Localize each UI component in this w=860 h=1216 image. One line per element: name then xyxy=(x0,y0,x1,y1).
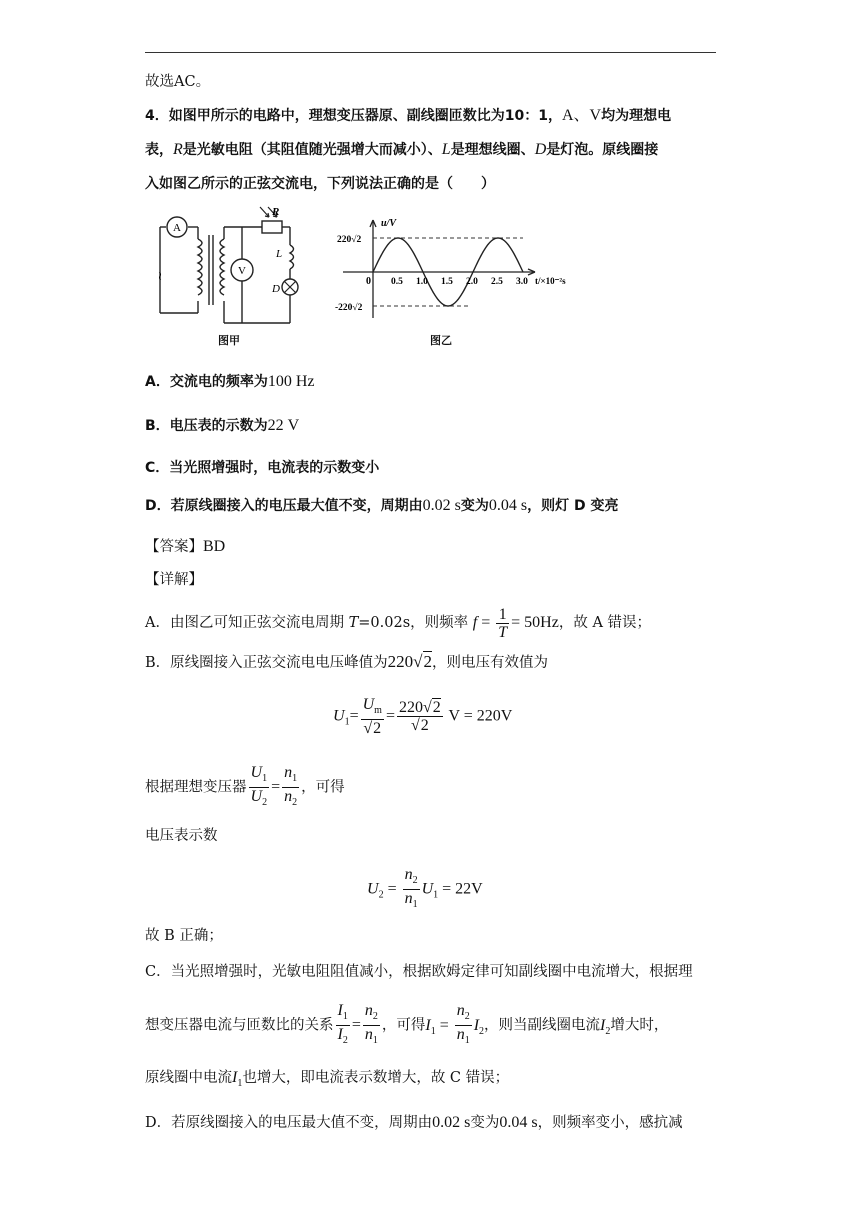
symbol-U: U xyxy=(362,696,375,713)
explain-text: 变为 xyxy=(470,1115,500,1131)
explain-text: ，可得 xyxy=(381,1017,426,1034)
symbol-U: U xyxy=(367,880,379,898)
period-value: 0.02 s xyxy=(432,1114,471,1131)
subscript: 2 xyxy=(479,1025,485,1037)
symbol-U: U xyxy=(421,880,434,898)
fraction-n2-n1 xyxy=(455,1002,472,1049)
explain-text: 增大时， xyxy=(610,1017,669,1034)
subscript: 1 xyxy=(342,1011,348,1023)
symbol-R: R xyxy=(173,141,183,158)
option-text: 当光照增强时，电流表的示数变小 xyxy=(169,460,380,476)
symbol-T: T xyxy=(348,615,359,631)
symbol-n: n xyxy=(404,866,413,883)
period-value: 0.04 s xyxy=(499,1114,538,1131)
option-label: D． xyxy=(145,498,171,514)
option-label: A． xyxy=(145,374,170,390)
peak-value: 220 xyxy=(387,652,414,671)
symbol-n: n xyxy=(456,1026,465,1044)
question-line-3: 入如图乙所示的正弦交流电，下列说法正确的是（ ） xyxy=(145,176,495,192)
figure-yi-caption: 图乙 xyxy=(430,334,452,347)
option-text: 变为 xyxy=(460,498,489,514)
x-tick-label: 1.5 xyxy=(441,277,453,287)
option-value: 0.02 s xyxy=(422,497,461,514)
explain-text: B．原线圈接入正弦交流电电压峰值为 xyxy=(145,655,388,671)
origin-label: 0 xyxy=(366,276,371,287)
question-text: 表， xyxy=(145,142,173,158)
option-text: 电压表的示数为 xyxy=(169,418,268,434)
option-value: 0.04 s xyxy=(488,497,528,514)
subscript: 1 xyxy=(262,773,268,785)
explain-label: 【详解】 xyxy=(145,572,203,588)
subscript: 1 xyxy=(433,889,439,901)
equation-result: V = 220V xyxy=(448,707,513,725)
symbol-n: n xyxy=(364,1002,373,1019)
question-text: 是灯泡。原线圈接 xyxy=(546,142,659,158)
explain-a: A．由图乙可知正弦交流电周期 T=0.02s，则频率 f = $\frac{1}{T}$ = 50Hz，故 A 错误； xyxy=(145,605,652,641)
question-text: 是理想线圈、 xyxy=(450,142,535,158)
lamp-label: D xyxy=(272,283,280,295)
option-b xyxy=(145,416,299,436)
fraction-1-over-T xyxy=(496,606,509,641)
question-number: 4． xyxy=(145,108,169,124)
x-tick-label: 2.0 xyxy=(466,277,478,287)
explain-text: 想变压器电流与匝数比的关系 xyxy=(145,1017,334,1034)
subscript: 1 xyxy=(344,716,350,728)
option-a xyxy=(145,372,315,392)
subscript: 2 xyxy=(372,1011,378,1023)
explain-text: ，则频率变小，感抗减 xyxy=(537,1115,683,1131)
explain-b-conclusion: 故 B 正确； xyxy=(145,928,223,944)
symbol-n: n xyxy=(404,890,413,908)
x-axis-label: t/×10⁻²s xyxy=(535,276,566,286)
option-label: B． xyxy=(145,418,170,434)
equation-u2: $U_2$ = $\frac{n_2}{n_1}$ $U_1 = 22V$ xyxy=(367,866,483,913)
fraction-i1-i2 xyxy=(336,1002,350,1049)
header-rule xyxy=(145,52,716,53)
option-text: 若原线圈接入的电压最大值不变，周期由 xyxy=(170,498,423,514)
question-line-1 xyxy=(145,106,671,126)
inductor-label: L xyxy=(276,248,283,260)
resistor-label: R xyxy=(272,206,280,218)
symbol-n: n xyxy=(456,1002,465,1019)
figure-jia-caption: 图甲 xyxy=(218,334,240,347)
subscript: 2 xyxy=(412,875,418,887)
y-axis-label: u/V xyxy=(381,218,397,229)
subscript: 2 xyxy=(342,1035,348,1047)
x-tick-label: 1.0 xyxy=(416,277,428,287)
sine-wave-graph xyxy=(333,212,593,324)
subscript: 1 xyxy=(464,1035,470,1047)
fraction-u1-u2 xyxy=(249,764,270,811)
numerator: 1 xyxy=(496,606,509,624)
option-value: 100 Hz xyxy=(267,373,315,390)
subscript: 2 xyxy=(464,1011,470,1023)
x-tick-label: 3.0 xyxy=(516,277,528,287)
subscript: 1 xyxy=(292,773,298,785)
subscript: 1 xyxy=(430,1025,436,1037)
symbol-L: L xyxy=(441,141,451,158)
subscript: 2 xyxy=(605,1025,611,1037)
symbol-n: n xyxy=(284,764,293,781)
x-tick-label: 2.5 xyxy=(491,277,503,287)
answer-label: 【答案】 xyxy=(145,539,203,555)
explain-c-line-3 xyxy=(145,1068,509,1094)
symbol-I: I xyxy=(600,1016,606,1034)
symbol-I: I xyxy=(425,1016,431,1034)
voltmeter-reading-label: 电压表示数 xyxy=(145,828,218,844)
option-label: C． xyxy=(145,460,170,476)
option-d xyxy=(145,496,618,516)
subscript: 1 xyxy=(412,899,418,911)
fraction-um-sqrt2: $\frac{U_m}{√2}$ xyxy=(362,696,382,738)
meter-symbols: A、V xyxy=(561,107,602,124)
symbol-I: I xyxy=(473,1016,480,1034)
fraction-n2-n1 xyxy=(403,866,420,913)
symbol-I: I xyxy=(337,1026,343,1044)
explain-text: 原线圈中电流 xyxy=(145,1070,232,1086)
sqrt-two: 2 xyxy=(432,699,441,717)
explain-text: 根据理想变压器 xyxy=(145,779,247,796)
sqrt-two: 2 xyxy=(373,720,382,738)
subscript: 1 xyxy=(372,1035,378,1047)
option-text: 交流电的频率为 xyxy=(169,374,268,390)
subscript: 1 xyxy=(237,1078,243,1090)
symbol-n: n xyxy=(364,1026,373,1044)
explain-text: 也增大，即电流表示数增大，故 C 错误； xyxy=(242,1070,510,1086)
ac-source-icon: ~ xyxy=(153,271,167,282)
equation-u1: $U_1=$ $\frac{U_m}{√2}$ = $\frac{220√2}{√2}$ V = 220V xyxy=(333,696,513,738)
sqrt-two: 2 xyxy=(420,717,429,735)
answer-value: BD xyxy=(203,538,226,555)
symbol-U: U xyxy=(250,788,263,806)
fraction-220sqrt2-sqrt2: $\frac{220√2}{√2}$ xyxy=(398,699,441,735)
fraction-n1-n2 xyxy=(282,764,299,811)
option-text: ，则灯 D 变亮 xyxy=(527,498,619,514)
explain-d xyxy=(145,1113,683,1133)
denominator: T xyxy=(498,623,508,641)
explain-text: ，故 A 错误； xyxy=(558,615,652,631)
subscript: 2 xyxy=(292,797,298,809)
voltmeter-label: V xyxy=(238,265,246,277)
y-min-label: -220√2 xyxy=(335,303,363,313)
symbol-n: n xyxy=(284,788,293,806)
option-c xyxy=(145,458,379,478)
fraction-n2-n1 xyxy=(363,1002,380,1049)
subscript: 2 xyxy=(378,889,384,901)
number: 220 xyxy=(398,699,423,717)
explain-text: ，可得 xyxy=(301,779,345,796)
symbol-D: D xyxy=(534,141,547,158)
answer-line xyxy=(145,537,225,557)
question-text: 是光敏电阻（其阻值随光强增大而减小）、 xyxy=(182,142,442,158)
explain-text: D．若原线圈接入的电压最大值不变，周期由 xyxy=(145,1115,433,1131)
equation-result: = 22V xyxy=(442,880,483,898)
explain-text: A．由图乙可知正弦交流电周期 xyxy=(145,615,349,631)
explain-text: ，则当副线圈电流 xyxy=(484,1017,601,1034)
question-text: 如图甲所示的电路中，理想变压器原、副线圈匝数比为10：1， xyxy=(168,108,562,124)
question-line-2 xyxy=(145,140,658,160)
symbol-I: I xyxy=(232,1069,238,1086)
explain-c-line-1: C．当光照增强时，光敏电阻阻值减小，根据欧姆定律可知副线圈中电流增大，根据理 xyxy=(145,964,693,980)
symbol-U: U xyxy=(333,707,345,725)
ammeter-label: A xyxy=(173,222,181,234)
symbol-I: I xyxy=(337,1002,343,1019)
subscript: 2 xyxy=(262,797,268,809)
symbol-f: f xyxy=(472,614,478,631)
previous-answer: 故选AC。 xyxy=(145,74,211,90)
explain-b: B．原线圈接入正弦交流电电压峰值为220√2，则电压有效值为 xyxy=(145,652,548,671)
explain-text: =0.02s，则频率 xyxy=(358,615,473,631)
option-value: 22 V xyxy=(267,417,300,434)
explain-text: ，则电压有效值为 xyxy=(432,655,548,671)
circuit-diagram xyxy=(150,205,320,330)
explain-ratio: 根据理想变压器 $\frac{U_1}{U_2}$ = $\frac{n_1}{n_2}$ ，可得 xyxy=(145,764,345,808)
y-max-label: 220√2 xyxy=(337,235,362,245)
question-text: 均为理想电 xyxy=(601,108,672,124)
subscript: m xyxy=(374,705,382,717)
frequency-result: = 50Hz xyxy=(511,614,559,631)
explain-c-line-2: 想变压器电流与匝数比的关系 $\frac{I_1}{I_2}$ = $\frac{n_2}{n_1}$ ，可得$I_1$ = $\frac{n_2}{n_1}$ $I_2$，则当副线圈电流$I_2$增大时， xyxy=(145,1002,668,1046)
symbol-U: U xyxy=(250,764,263,781)
x-tick-label: 0.5 xyxy=(391,277,403,287)
sqrt-two: 2 xyxy=(423,652,432,671)
